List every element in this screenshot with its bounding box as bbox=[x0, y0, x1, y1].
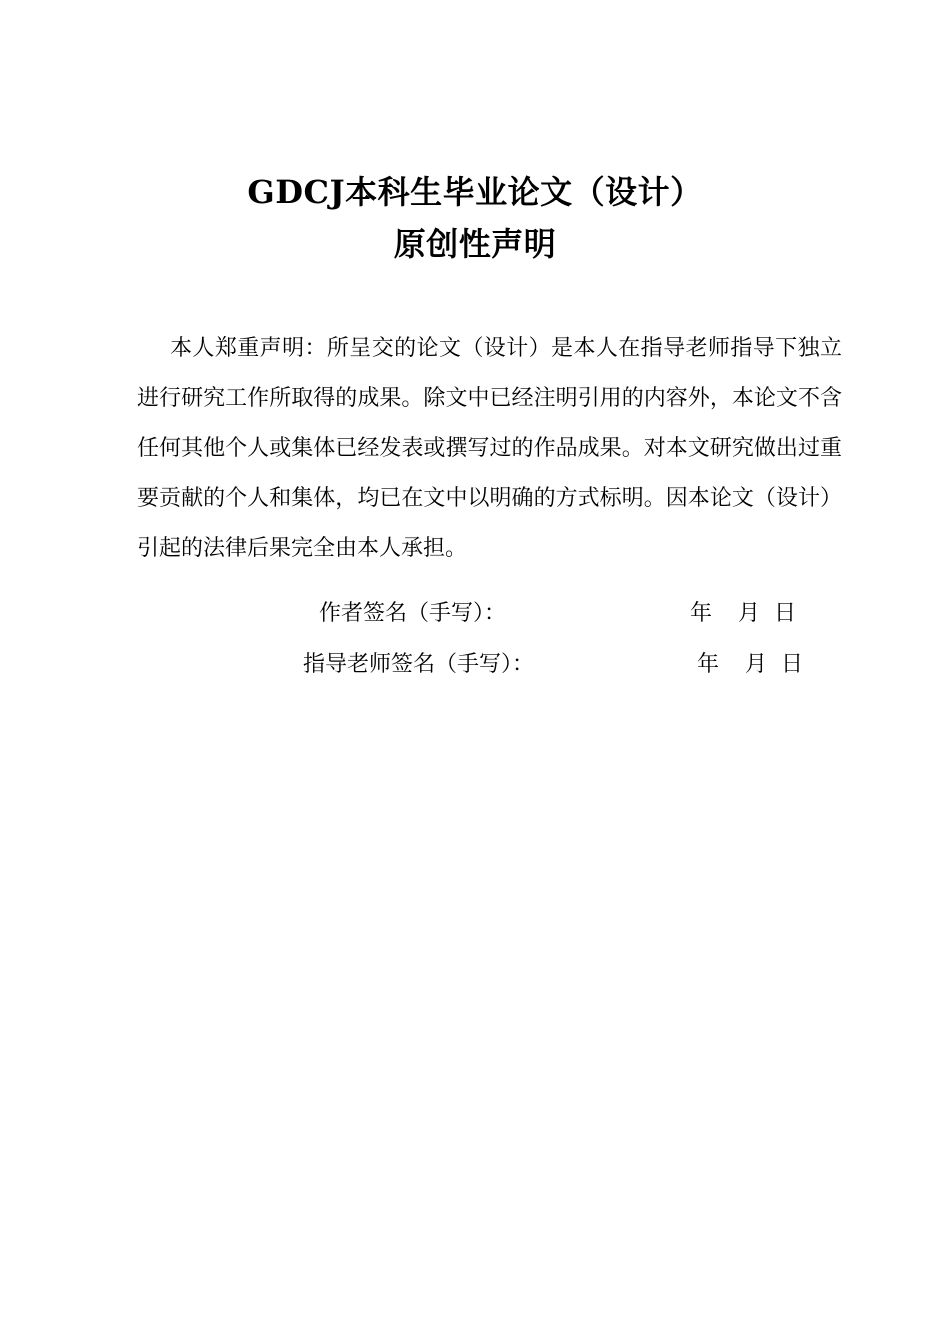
author-signature-label: 作者签名（手写）： bbox=[319, 601, 507, 626]
day-label: 日 bbox=[781, 652, 804, 677]
declaration-paragraph: 本人郑重声明：所呈交的论文（设计）是本人在指导老师指导下独立进行研究工作所取得的成果。除文中已经注明引用的内容外，本论文不含任何其他个人或集体已经发表或撰写过的作品成果。对本文研究做出过重要贡献的个人和集体，均已在文中以明确的方式标明。因本论文（设计）引起的法律后果完全由本人承担。 bbox=[137, 336, 842, 561]
month-label: 月 bbox=[738, 601, 761, 626]
author-signature-date bbox=[690, 599, 796, 629]
month-label: 月 bbox=[745, 652, 768, 677]
document-title: GDCJ本科生毕业论文（设计） bbox=[247, 173, 703, 211]
advisor-signature-label: 指导老师签名（手写）： bbox=[303, 652, 535, 677]
document-subtitle: 原创性声明 bbox=[393, 225, 557, 263]
advisor-signature-date bbox=[697, 650, 803, 680]
day-label: 日 bbox=[774, 601, 797, 626]
year-label: 年 bbox=[697, 652, 720, 677]
year-label: 年 bbox=[690, 601, 713, 626]
